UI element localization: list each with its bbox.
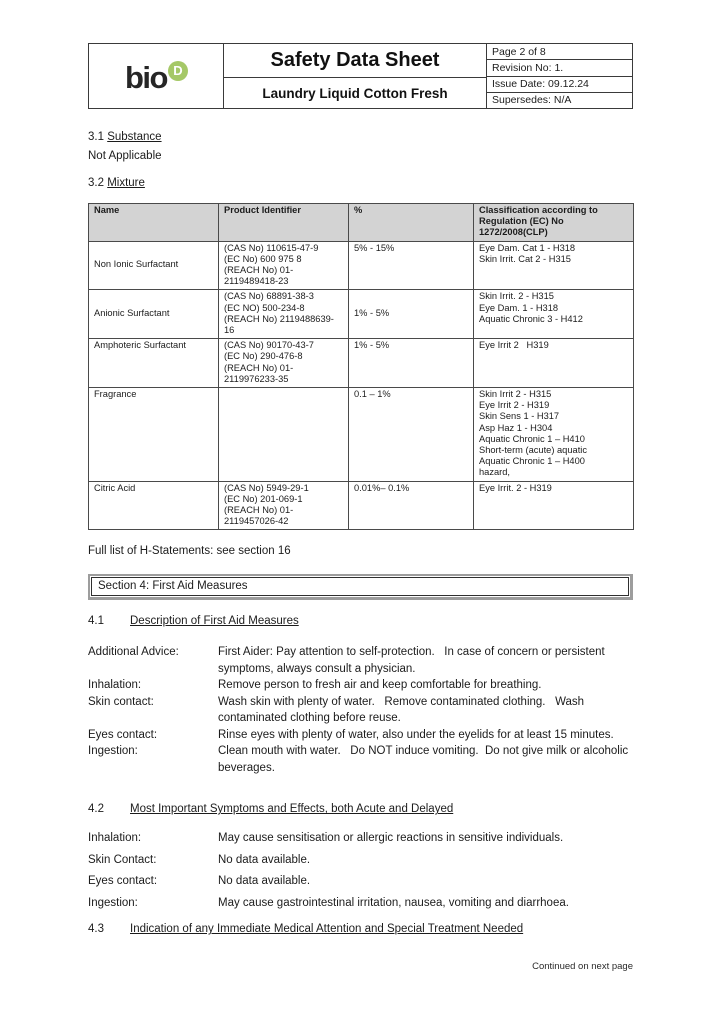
table-row — [89, 388, 634, 482]
list-item — [88, 644, 633, 677]
classification-line: Skin Sens 1 - H317 — [479, 411, 560, 422]
classification-line: Skin Irrit 2 - H315 — [479, 389, 552, 400]
table-row — [89, 290, 634, 339]
list-item — [88, 743, 633, 776]
classification-line: Eye Dam. Cat 1 - H318 — [479, 242, 576, 253]
header-meta-table — [487, 44, 632, 108]
list-item — [88, 830, 633, 847]
entry-text: First Aider: Pay attention to self-protection. In case of concern or persistent symptoms, always consult a physician. — [218, 646, 608, 675]
document-header — [88, 43, 633, 109]
entry-label: Additional Advice: — [88, 646, 179, 659]
ingredient-classification — [474, 290, 634, 339]
ingredient-identifier — [219, 481, 349, 530]
list-item — [88, 677, 633, 694]
identifier-line: (EC NO) 500-234-8 — [224, 302, 305, 313]
heading-3-2-title: Mixture — [107, 177, 145, 189]
heading-4-2 — [88, 801, 633, 817]
first-aid-entries — [88, 644, 633, 776]
table-row — [89, 481, 634, 530]
entry-label: Skin contact: — [88, 695, 154, 708]
classification-line: Eye Irrit. 2 - H319 — [479, 482, 552, 493]
heading-3-1: 3.1 Substance — [88, 131, 162, 143]
heading-number: 4.1 — [88, 615, 104, 628]
entry-label: Eyes contact: — [88, 875, 158, 888]
identifier-line: (EC No) 290-476-8 — [224, 351, 303, 362]
heading-title: Description of First Aid Measures — [130, 615, 299, 628]
continued-note: Continued on next page — [532, 961, 633, 972]
classification-line: Eye Irrit 2 - H319 — [479, 400, 550, 411]
ingredient-identifier — [219, 241, 349, 290]
entry-text: Remove person to fresh air and keep comfortable for breathing. — [218, 679, 542, 692]
ingredient-classification — [474, 241, 634, 290]
entry-text: No data available. — [218, 875, 311, 888]
supersedes: Supersedes: N/A — [492, 94, 572, 107]
classification-line: Aquatic Chronic 1 – H400 — [479, 456, 585, 467]
heading-number: 4.3 — [88, 923, 104, 936]
product-name: Laundry Liquid Cotton Fresh — [262, 85, 448, 101]
identifier-line: (CAS No) 110615-47-9 — [224, 242, 319, 253]
classification-line: Asp Haz 1 - H304 — [479, 422, 553, 433]
classification-line: Skin Irrit. Cat 2 - H315 — [479, 253, 571, 264]
classification-line: Aquatic Chronic 1 – H410 — [479, 433, 585, 444]
logo-d-badge-icon: D — [168, 61, 188, 81]
ingredient-name: Fragrance — [89, 388, 219, 482]
heading-4-1 — [88, 613, 633, 629]
entry-label: Ingestion: — [88, 745, 138, 758]
ingredient-identifier — [219, 388, 349, 482]
identifier-line: (EC No) 201-069-1 — [224, 493, 303, 504]
heading-3-1-title: Substance — [107, 131, 162, 143]
ingredient-percent: 5% - 15% — [349, 241, 474, 290]
entry-text: Clean mouth with water. Do NOT induce vomiting. Do not give milk or alcoholic beverages. — [218, 745, 632, 774]
list-item — [88, 873, 633, 890]
identifier-line: (REACH No) 01-2119489418-23 — [224, 265, 294, 287]
heading-3-2: 3.2 Mixture — [88, 177, 145, 189]
ingredient-identifier — [219, 339, 349, 388]
list-item — [88, 895, 633, 912]
list-item — [88, 694, 633, 727]
ingredient-percent: 0.1 – 1% — [349, 388, 474, 482]
mixture-table — [88, 203, 634, 530]
bio-d-logo — [89, 44, 224, 108]
ingredient-name: Anionic Surfactant — [89, 290, 219, 339]
ingredient-name: Non Ionic Surfactant — [89, 241, 219, 290]
identifier-line: (REACH No) 2119488639-16 — [224, 313, 334, 336]
list-item — [88, 727, 633, 744]
classification-line: Eye Dam. 1 - H318 — [479, 302, 559, 313]
entry-label: Inhalation: — [88, 832, 142, 845]
entry-text: May cause sensitisation or allergic reactions in sensitive individuals. — [218, 832, 564, 845]
ingredient-percent: 0.01%– 0.1% — [349, 481, 474, 530]
entry-label: Inhalation: — [88, 679, 142, 692]
heading-title: Most Important Symptoms and Effects, both Acute and Delayed — [130, 803, 454, 816]
classification-line: Aquatic Chronic 3 - H412 — [479, 313, 583, 324]
classification-line: hazard, — [479, 467, 511, 478]
entry-label: Ingestion: — [88, 896, 138, 909]
identifier-line: (EC No) 600 975 8 — [224, 253, 302, 264]
substance-body: Not Applicable — [88, 150, 162, 162]
table-row — [89, 339, 634, 388]
entry-label: Skin Contact: — [88, 853, 157, 866]
ingredient-classification — [474, 481, 634, 530]
heading-number: 4.2 — [88, 803, 104, 816]
ingredient-identifier — [219, 290, 349, 339]
entry-text: No data available. — [218, 853, 311, 866]
page-content — [88, 0, 633, 937]
section-4-header-box — [88, 574, 633, 600]
entry-text: Rinse eyes with plenty of water, also under the eyelids for at least 15 minutes. — [218, 728, 614, 741]
ingredient-classification — [474, 388, 634, 482]
classification-line: Skin Irrit. 2 - H315 — [479, 291, 554, 302]
ingredient-percent: 1% - 5% — [349, 339, 474, 388]
logo-text: bio D — [125, 62, 187, 94]
ingredient-classification — [474, 339, 634, 388]
col-header-name: Name — [89, 204, 219, 242]
classification-line: Short-term (acute) aquatic — [479, 445, 587, 456]
entry-text: May cause gastrointestinal irritation, nausea, vomiting and diarrhoea. — [218, 896, 569, 909]
col-header-percent: % — [349, 204, 474, 242]
identifier-line: (REACH No) 01-2119457026-42 — [224, 505, 294, 527]
ingredient-name: Citric Acid — [89, 481, 219, 530]
classification-line: Eye Irrit 2 H319 — [479, 340, 549, 351]
identifier-line: (CAS No) 68891-38-3 — [224, 291, 314, 302]
revision-number: Revision No: 1. — [487, 60, 632, 76]
issue-date: Issue Date: 09.12.24 — [487, 77, 632, 93]
identifier-line: (REACH No) 01-2119976233-35 — [224, 362, 294, 384]
col-header-classification: Classification according to Regulation (EC) No 1272/2008(CLP) — [474, 204, 634, 242]
document-title: Safety Data Sheet — [224, 44, 486, 78]
ingredient-percent: 1% - 5% — [349, 290, 474, 339]
identifier-line: (CAS No) 90170-43-7 — [224, 340, 314, 351]
header-title-cell — [224, 44, 487, 108]
h-statements-note: Full list of H-Statements: see section 16 — [88, 545, 291, 558]
heading-title: Indication of any Immediate Medical Attention and Special Treatment Needed — [130, 923, 524, 936]
col-header-identifier: Product Identifier — [219, 204, 349, 242]
ingredient-name: Amphoteric Surfactant — [89, 339, 219, 388]
table-header-row — [89, 204, 634, 242]
list-item — [88, 852, 633, 869]
page-number: Page 2 of 8 — [487, 44, 632, 60]
entry-label: Eyes contact: — [88, 728, 158, 741]
section-4-title: Section 4: First Aid Measures — [91, 577, 629, 596]
symptoms-entries — [88, 830, 633, 911]
heading-4-3 — [88, 921, 633, 937]
table-row — [89, 241, 634, 290]
identifier-line: (CAS No) 5949-29-1 — [224, 482, 309, 493]
entry-text: Wash skin with plenty of water. Remove contaminated clothing. Wash contaminated clothing before reuse. — [218, 695, 588, 725]
